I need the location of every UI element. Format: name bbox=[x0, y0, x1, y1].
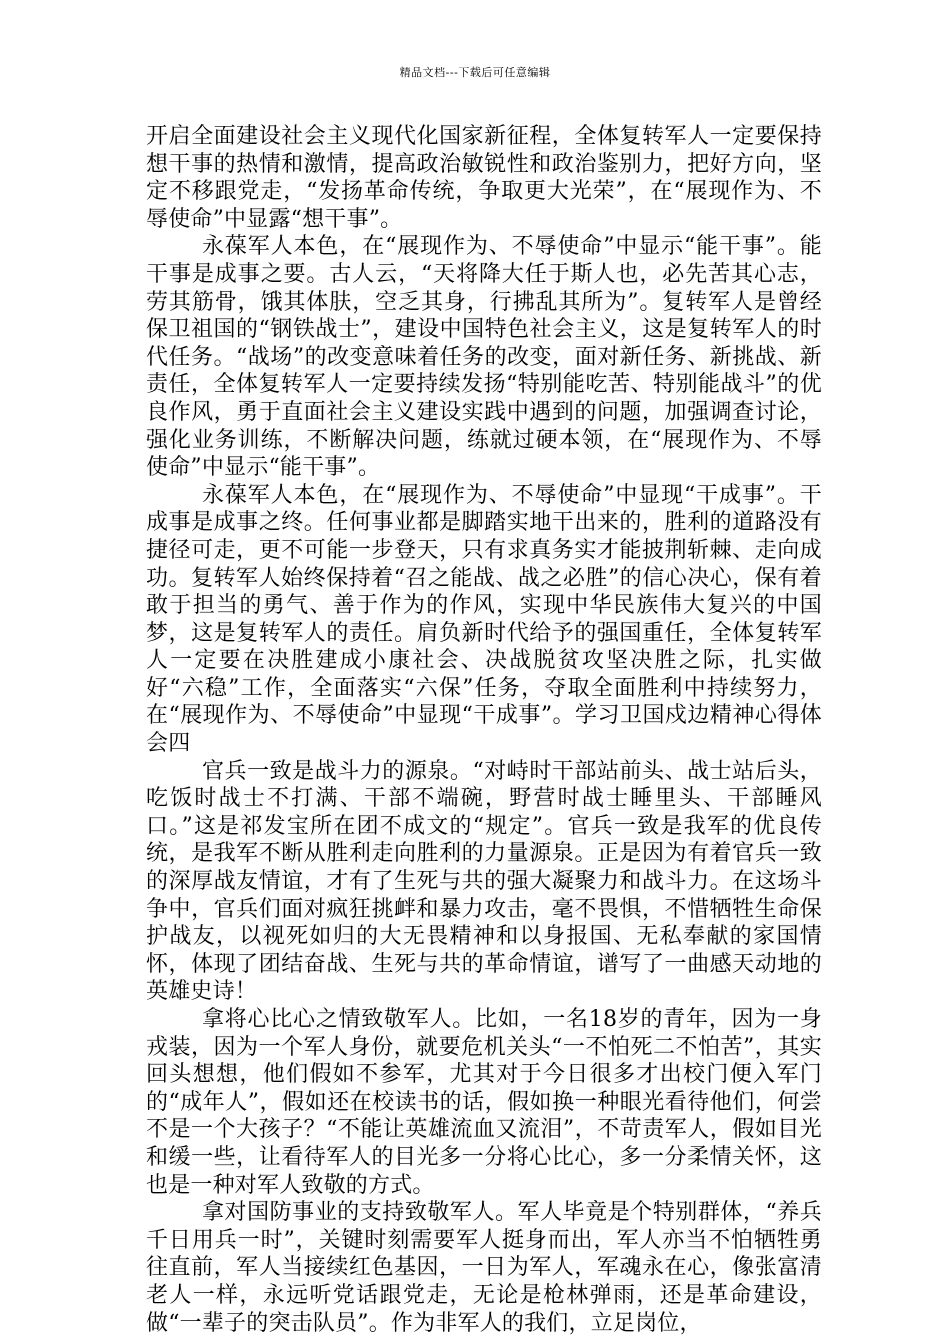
document-body bbox=[146, 123, 822, 1337]
paragraph-4: 官兵一致是战斗力的源泉。“对峙时干部站前头、战士站后头，吃饭时战士不打满、干部不端碗，野营时战士睡里头、干部睡风口。”这是祁发宝所在团不成文的“规定”。官兵一致是我军的优良传统，是我军不断从胜利走向胜利的力量源泉。正是因为有着官兵一致的深厚战友情谊，才有了生死与共的强大凝聚力和战斗力。在这场斗争中，官兵们面对疯狂挑衅和暴力攻击，毫不畏惧，不惜牺牲生命保护战友，以视死如归的大无畏精神和以身报国、无私奉献的家国情怀，体现了团结奋战、生死与共的革命情谊，谱写了一曲感天动地的英雄史诗！ bbox=[146, 758, 822, 1005]
paragraph-1: 开启全面建设社会主义现代化国家新征程，全体复转军人一定要保持想干事的热情和激情，提高政治敏锐性和政治鉴别力，把好方向，坚定不移跟党走，“发扬革命传统，争取更大光荣”，在“展现作为、不辱使命”中显露“想干事”。 bbox=[146, 124, 822, 232]
page-header: 精品文档---下载后可任意编辑 bbox=[399, 66, 551, 79]
paragraph-3: 永葆军人本色，在“展现作为、不辱使命”中显现“干成事”。干成事是成事之终。任何事业都是脚踏实地干出来的，胜利的道路没有捷径可走，更不可能一步登天，只有求真务实才能披荆斩棘、走向成功。复转军人始终保持着“召之能战、战之必胜”的信心决心，保有着敢于担当的勇气、善于作为的作风，实现中华民族伟大复兴的中国梦，这是复转军人的责任。肩负新时代给予的强国重任，全体复转军人一定要在决胜建成小康社会、决战脱贫攻坚决胜之际，扎实做好“六稳”工作，全面落实“六保”任务，夺取全面胜利中持续努力，在“展现作为、不辱使命”中显现“干成事”。学习卫国戍边精神心得体会四 bbox=[146, 482, 822, 757]
paragraph-2: 永葆军人本色，在“展现作为、不辱使命”中显示“能干事”。能干事是成事之要。古人云，“天将降大任于斯人也，必先苦其心志，劳其筋骨，饿其体肤，空乏其身，行拂乱其所为”。复转军人是曾经保卫祖国的“钢铁战士”，建设中国特色社会主义，这是复转军人的时代任务。“战场”的改变意味着任务的改变，面对新任务、新挑战、新责任，全体复转军人一定要持续发扬“特别能吃苦、特别能战斗”的优良作风，勇于直面社会主义建设实践中遇到的问题，加强调查讨论，强化业务训练，不断解决问题，练就过硬本领，在“展现作为、不辱使命”中显示“能干事”。 bbox=[146, 234, 822, 481]
paragraph-5: 拿将心比心之情致敬军人。比如，一名18岁的青年，因为一身戎装，因为一个军人身份，就要危机关头“一不怕死二不怕苦”，其实回头想想，他们假如不参军，尤其对于今日很多才出校门便入军门的“成年人”，假如还在校读书的话，假如换一种眼光看待他们，何尝不是一个大孩子？“不能让英雄流血又流泪”，不苛责军人，假如目光和缓一些，让看待军人的目光多一分将心比心，多一分柔情关怀，这也是一种对军人致敬的方式。 bbox=[146, 1007, 822, 1198]
paragraph-6: 拿对国防事业的支持致敬军人。军人毕竟是个特别群体，“养兵千日用兵一时”，关键时刻需要军人挺身而出，军人亦当不怕牺牲勇往直前，军人当接续红色基因，一日为军人，军魂永在心，像张富清老人一样，永远听党话跟党走，无论是枪林弹雨，还是革命建设，做“一辈子的突击队员”。作为非军人的我们，立足岗位， bbox=[146, 1200, 822, 1336]
